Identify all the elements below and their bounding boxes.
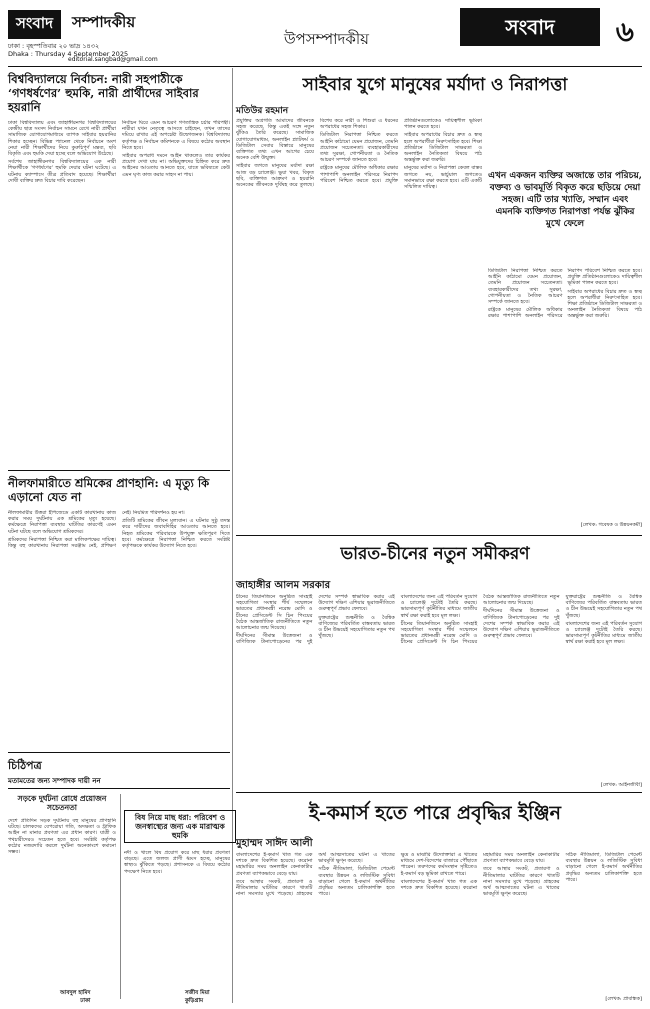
paragraph: ডিজিটাল নিরাপত্তা নিশ্চিত করতে আইনি কাঠামো যেমন প্রয়োজন, তেমনি প্রয়োজন সচেতনতা। ব্যবহারকারীদের তথ্য সুরক্ষা, গোপনীয়তা ও নৈতিক আচরণ সম্পর্কে জানতে হবে। — [488, 268, 563, 306]
masthead — [8, 6, 642, 67]
paragraph: বাংলাদেশের ই-কমার্স খাত গত এক দশকে দ্রুত বিকশিত হয়েছে। করোনা মহামারির সময় অনলাইন কেনাকাটার প্রবণতা ব্যাপকভাবে বেড়ে যায়। — [236, 852, 313, 877]
page-number: ৬ — [615, 15, 634, 48]
paragraph: সঠিক নীতিমালা, ডিজিটাল পেমেন্ট ব্যবস্থার উন্নয়ন ও লজিস্টিক সুবিধা বাড়ানো গেলে ই-কমার্স অর্থনীতির প্রবৃদ্ধির অন্যতম চালিকাশক্তি হতে পারে। — [565, 852, 642, 883]
paragraph: সাইবার অপরাধের বিচার দ্রুত ও স্বচ্ছ হলে অপরাধীরা নিরুৎসাহিত হবে। শিক্ষা প্রতিষ্ঠানে ডিজিটাল সাক্ষরতা ও অনলাইন নৈতিকতা বিষয়ে পাঠ অন্তর্ভুক্ত করা জরুরি। — [404, 132, 482, 164]
letter2-title: বিষ নিয়ে মাছ ধরা: পরিবেশ ও জনস্বাস্থ্যের জন্য এক মারাত্মক হুমকি — [124, 810, 236, 843]
letter1-body — [8, 818, 116, 988]
paragraph: দীর্ঘদিনের সীমান্ত উত্তেজনা ও বাণিজ্যিক টানাপোড়েনের পর দুই দেশের সম্পর্ক স্বাভাবিক করার এই উদ্যোগ দক্ষিণ এশিয়ার ভূরাজনীতিতে গুরুত্বপূর্ণ প্রভাব ফেলবে। — [483, 608, 560, 640]
paragraph: নির্বাচন ঘিরে এমন আচরণ গণতান্ত্রিক চর্চার পরিপন্থী। নারীরা যখন নেতৃত্বে আসতে চাইছেন, তখন তাদের দমিয়ে রাখার এই অপচেষ্টা উদ্বেগজনক। বিশ্ববিদ্যালয় কর্তৃপক্ষ ও নির্বাচন কমিশনকে এ বিষয়ে কঠোর অবস্থান নিতে হবে। — [122, 120, 230, 151]
dateline-english: Dhaka : Thursday 4 September 2025 — [8, 50, 129, 58]
paragraph: বাংলাদেশের জন্য এই পরিবর্তন সুযোগ ও চ্যালেঞ্জ দুটোই তৈরি করছে। ভারসাম্যপূর্ণ কূটনীতির মাধ্যমে জাতীয় স্বার্থ রক্ষা করাই হবে মূল লক্ষ্য। — [565, 620, 642, 646]
paragraph: দেশে প্রতিদিন সড়ক দুর্ঘটনায় বহু মানুষের প্রাণহানি ঘটছে। চালকদের বেপরোয়া গতি, অদক্ষতা ও ট্রাফিক আইন না মানার প্রবণতা এর প্রধান কারণ। যাত্রী ও পথচারীদেরও সচেতন হতে হবে। সংশ্লিষ্ট কর্তৃপক্ষ কঠোর নজরদারি করলে দুর্ঘটনা অনেকাংশে কমানো সম্ভব। — [8, 818, 116, 856]
india-china-byline: জাহাঙ্গীর আলম সরকার — [236, 580, 331, 591]
dateline-bangla: ঢাকা : বৃহস্পতিবার ২০ ভাদ্র ১৪৩২ — [8, 42, 100, 50]
paragraph: সর্বশেষ জাহাঙ্গীরনগর বিশ্ববিদ্যালয়ের এক নারী শিক্ষার্থীকে ‘গণধর্ষণের’ হুমকি দেয়ার ঘটনা ঘটেছে। এ ঘটনায় ক্যাম্পাসে তীব্র প্রতিবাদ হয়েছে। শিক্ষার্থীরা দোষী ব্যক্তির দ্রুত বিচার দাবি করেছেন। — [8, 159, 116, 184]
letters-disclaimer: মতামতের জন্য সম্পাদক দায়ী নন — [8, 776, 101, 785]
paragraph: প্রতিটি শ্রমিকের জীবন মূল্যবান। এ ঘটনার সুষ্ঠু তদন্ত করে দায়ীদের জবাবদিহির আওতায় আনতে হবে। নিহত শ্রমিকের পরিবারকে উপযুক্ত ক্ষতিপূরণ দিতে হবে। কর্মক্ষেত্রে নিরাপত্তা নিশ্চিত করতে সংশ্লিষ্ট কর্তৃপক্ষকে কার্যকর উদ্যোগ নিতে হবে। — [122, 518, 230, 550]
india-china-author-note: [লেখক: আইনজীবী] — [600, 782, 642, 788]
paragraph: বাংলাদেশের ই-কমার্স খাত গত এক দশকে দ্রুত বিকশিত হয়েছে। করোনা মহামারির সময় অনলাইন কেনাকাটার প্রবণতা ব্যাপকভাবে বেড়ে যায়। — [400, 852, 560, 892]
section-divider — [236, 792, 642, 793]
sangbad-logo-small: সংবাদ — [8, 10, 61, 39]
main-article-pull-quote: এখন একজন ব্যক্তির অজান্তে তার পরিচয়, বক্তব্য ও ভাবমূর্তি বিকৃত করে ছড়িয়ে দেয়া সহজ। এটি তার খ্যাতি, সম্মান এবং এমনকি ব্যক্তিগত নিরাপত্তা পর্যন্ত ঝুঁকির মুখে ফেলে — [488, 171, 642, 229]
ecommerce-body — [236, 852, 642, 997]
paragraph: চীনের তিয়ানজিনে অনুষ্ঠিত সাংহাই সহযোগিতা সংস্থার শীর্ষ সম্মেলনে ভারতের প্রধানমন্ত্রী নরেন্দ্র মোদি ও চীনের প্রেসিডেন্ট সি চিন পিংয়ের বৈঠক আন্তর্জাতিক রাজনীতিতে নতুন আলোচনার জন্ম দিয়েছে। — [236, 594, 313, 632]
editorial2-body — [8, 510, 230, 745]
paragraph: তবে আস্থার সংকট, প্রতারণা ও নীতিমালার ঘাটতির কারণে খাতটি নানা সমস্যার মুখে পড়েছে। গ্রাহকের অর্থ আত্মসাতের ঘটনা এ খাতের ভাবমূর্তি ক্ষুণ্ন করেছে। — [483, 866, 560, 898]
main-article-byline: মতিউর রহমান — [236, 106, 289, 116]
paragraph: মানুষের মর্যাদা ও নিরাপত্তা কেবল বাস্তব জগতে নয়, ভার্চুয়াল জগতেও সমানভাবে রক্ষা করতে হবে। এটি একটি সম্মিলিত দায়িত্ব। — [404, 165, 482, 191]
main-article-author-note: [লেখক: গবেষক ও উন্নয়নকর্মী] — [580, 522, 642, 528]
main-article-body-continued — [488, 268, 642, 518]
letter1-signature: আবদুল হামিদ ঢাকা — [60, 990, 91, 1004]
paragraph: বাংলাদেশের জন্য এই পরিবর্তন সুযোগ ও চ্যালেঞ্জ দুটোই তৈরি করছে। ভারসাম্যপূর্ণ কূটনীতির মাধ্যমে জাতীয় স্বার্থ রক্ষা করাই হবে মূল লক্ষ্য। — [400, 594, 478, 619]
main-article-body — [236, 118, 482, 533]
paragraph: সাইবার অপরাধ দমনে আইন থাকলেও তার কার্যকর প্রয়োগ দেখা যায় না। অভিযুক্তদের চিহ্নিত করে দ্রুত আইনের আওতায় আনতে হবে, যাতে ভবিষ্যতে কেউ এমন ঘৃণ্য কাজ করার সাহস না পায়। — [122, 153, 230, 178]
section-divider — [236, 535, 642, 536]
paragraph: যুক্তরাষ্ট্রের শুল্কনীতি ও বৈশ্বিক বাণিজ্যের পরিবর্তিত বাস্তবতায় ভারত ও চীন উভয়েই সহযোগিতার নতুন পথ খুঁজছে। — [565, 594, 642, 619]
paragraph: রাষ্ট্রকে মানুষের মৌলিক অধিকার রক্ষার পাশাপাশি অনলাইন পরিসরে নিরাপদ পরিবেশ নিশ্চিত করতে হবে। প্রযুক্তি প্রতিষ্ঠানগুলোকেও দায়িত্বশীল ভূমিকা পালন করতে হবে। — [488, 268, 642, 320]
india-china-body — [236, 594, 642, 784]
masthead-left — [8, 10, 218, 58]
paragraph: সঠিক নীতিমালা, ডিজিটাল পেমেন্ট ব্যবস্থার উন্নয়ন ও লজিস্টিক সুবিধা বাড়ানো গেলে ই-কমার্স অর্থনীতির প্রবৃদ্ধির অন্যতম চালিকাশক্তি হতে পারে। — [318, 866, 395, 898]
letter2-signature: সজীব মিয়া কুড়িগ্রাম — [185, 990, 210, 1004]
paragraph: নীলফামারীর উত্তরা ইপিজেডে একটি কারখানায় কাজ করার সময় দুর্ঘটনায় এক শ্রমিকের মৃত্যু হয়েছে। কর্মক্ষেত্রে নিরাপত্তা ব্যবস্থার ঘাটতির কারণেই এমন ঘটনা ঘটছে বলে অভিযোগ শ্রমিকদের। — [8, 510, 116, 535]
paragraph: প্রযুক্তির অগ্রগতি আমাদের জীবনকে সহজ করেছে, কিন্তু একই সঙ্গে নতুন ঝুঁকিও তৈরি করেছে। সামাজিক যোগাযোগমাধ্যম, অনলাইন প্ল্যাটফর্ম ও ডিজিটাল সেবার বিস্তারে মানুষের ব্যক্তিগত তথ্য এখন আগের চেয়ে অনেক বেশি উন্মুক্ত। — [236, 118, 314, 162]
section-divider — [8, 752, 230, 753]
letter-divider — [120, 794, 121, 999]
subeditorial-section-label: উপসম্পাদকীয় — [284, 30, 370, 48]
column-divider — [232, 68, 233, 1003]
editorial2-headline: নীলফামারীতে শ্রমিকের প্রাণহানি: এ মৃত্যু কি এড়ানো যেত না — [8, 476, 210, 504]
paragraph: ক্ষুদ্র ও মাঝারি উদ্যোক্তারা এ খাতের মাধ্যমে দেশ-বিদেশের বাজারে পৌঁছাতে পারেন। তরুণদের কর্মসংস্থান সৃষ্টিতেও ই-কমার্স বড় ভূমিকা রাখতে পারে। — [400, 852, 478, 877]
letter1-title: সড়কে দুর্ঘটনা রোধে প্রয়োজন সচেতনতা — [17, 794, 107, 812]
editorial1-headline: বিশ্ববিদ্যালয়ে নির্বাচন: নারী সহপাঠীকে ‘গণধর্ষণের’ হুমকি, নারী প্রার্থীদের সাইবার হয়রানি — [8, 72, 199, 114]
paragraph: শ্রমিকদের নিরাপত্তা নিশ্চিত করা মালিকপক্ষের দায়িত্ব। কিন্তু বহু কারখানায় নিরাপত্তা সরঞ্জাম নেই, প্রশিক্ষণ নেই। নিয়মিত পরিদর্শনও হয় না। — [8, 510, 185, 550]
section-divider — [8, 788, 230, 789]
editorial-section-label: সম্পাদকীয় — [72, 13, 136, 31]
sangbad-logo-large: সংবাদ — [460, 8, 600, 46]
ecommerce-headline: ই-কমার্স হতে পারে প্রবৃদ্ধির ইঞ্জিন — [309, 802, 561, 824]
paragraph: রাষ্ট্রকে মানুষের মৌলিক অধিকার রক্ষার পাশাপাশি অনলাইন পরিসরে নিরাপদ পরিবেশ নিশ্চিত করতে হবে। প্রযুক্তি প্রতিষ্ঠানগুলোকেও দায়িত্বশীল ভূমিকা পালন করতে হবে। — [320, 118, 482, 184]
section-divider — [8, 470, 230, 471]
paragraph: দীর্ঘদিনের সীমান্ত উত্তেজনা ও বাণিজ্যিক টানাপোড়েনের পর দুই দেশের সম্পর্ক স্বাভাবিক করার এই উদ্যোগ দক্ষিণ এশিয়ার ভূরাজনীতিতে গুরুত্বপূর্ণ প্রভাব ফেলবে। — [236, 594, 395, 646]
paragraph: সাইবার অপরাধের বিচার দ্রুত ও স্বচ্ছ হলে অপরাধীরা নিরুৎসাহিত হবে। শিক্ষা প্রতিষ্ঠানে ডিজিটাল সাক্ষরতা ও অনলাইন নৈতিকতা বিষয়ে পাঠ অন্তর্ভুক্ত করা জরুরি। — [567, 288, 642, 320]
main-article-headline: সাইবার যুগে মানুষের মর্যাদা ও নিরাপত্তা — [302, 75, 568, 95]
india-china-headline: ভারত-চীনের নতুন সমীকরণ — [340, 544, 530, 564]
paragraph: ডিজিটাল নিরাপত্তা নিশ্চিত করতে আইনি কাঠামো যেমন প্রয়োজন, তেমনি প্রয়োজন সচেতনতা। ব্যবহারকারীদের তথ্য সুরক্ষা, গোপনীয়তা ও নৈতিক আচরণ সম্পর্কে জানতে হবে। — [320, 132, 398, 164]
ecommerce-byline: মুহাম্মদ সাঈদ আলী — [236, 838, 313, 849]
paragraph: তবে আস্থার সংকট, প্রতারণা ও নীতিমালার ঘাটতির কারণে খাতটি নানা সমস্যার মুখে পড়েছে। গ্রাহকের অর্থ আত্মসাতের ঘটনা এ খাতের ভাবমূর্তি ক্ষুণ্ন করেছে। — [236, 852, 395, 898]
paragraph: যুক্তরাষ্ট্রের শুল্কনীতি ও বৈশ্বিক বাণিজ্যের পরিবর্তিত বাস্তবতায় ভারত ও চীন উভয়েই সহযোগিতার নতুন পথ খুঁজছে। — [318, 614, 395, 640]
paragraph: ঢাকা বিশ্ববিদ্যালয় এবং জাহাঙ্গীরনগর বিশ্ববিদ্যালয়ের কেন্দ্রীয় ছাত্র সংসদ নির্বাচন সামনে রেখে নারী প্রার্থীরা সামাজিক যোগাযোগমাধ্যমে ব্যাপক সাইবার হয়রানির শিকার হচ্ছেন। বিভিন্ন প্যানেল থেকে নির্বাচনে অংশ নেয়া নারী শিক্ষার্থীদের নিয়ে কুরুচিপূর্ণ মন্তব্য, ছবি বিকৃতি এবং হুমকি দেয়া হচ্ছে বলে অভিযোগ উঠেছে। — [8, 120, 116, 158]
editorial1-body — [8, 120, 230, 465]
paragraph: চীনের তিয়ানজিনে অনুষ্ঠিত সাংহাই সহযোগিতা সংস্থার শীর্ষ সম্মেলনে ভারতের প্রধানমন্ত্রী নরেন্দ্র মোদি ও চীনের প্রেসিডেন্ট সি চিন পিংয়ের বৈঠক আন্তর্জাতিক রাজনীতিতে নতুন আলোচনার জন্ম দিয়েছে। — [400, 594, 560, 646]
paragraph: সাইবার জগতে মানুষের মর্যাদা রক্ষা আজ বড় চ্যালেঞ্জ। ভুয়া খবর, বিকৃত ছবি, ব্যক্তিগত আক্রমণ ও হয়রানি অনেকের জীবনকে দুর্বিষহ করে তুলছে। বিশেষ করে নারী ও শিশুরা এ ধরনের অপরাধের সহজ শিকার। — [236, 118, 398, 189]
ecommerce-author-note: [লেখক: প্রাবন্ধিক] — [605, 996, 642, 1002]
paragraph: নদী ও খালে বিষ প্রয়োগ করে মাছ ধরার প্রবণতা বাড়ছে। এতে জলজ প্রাণী ধ্বংস হচ্ছে, মানুষের স্বাস্থ্যও ঝুঁকিতে পড়ছে। প্রশাসনকে এ বিষয়ে কঠোর পদক্ষেপ নিতে হবে। — [124, 850, 230, 875]
editorial-email[interactable]: editorial.sangbad@gmail.com — [68, 56, 158, 63]
letter2-body — [124, 850, 230, 990]
letters-section-title: চিঠিপত্র — [8, 759, 42, 772]
